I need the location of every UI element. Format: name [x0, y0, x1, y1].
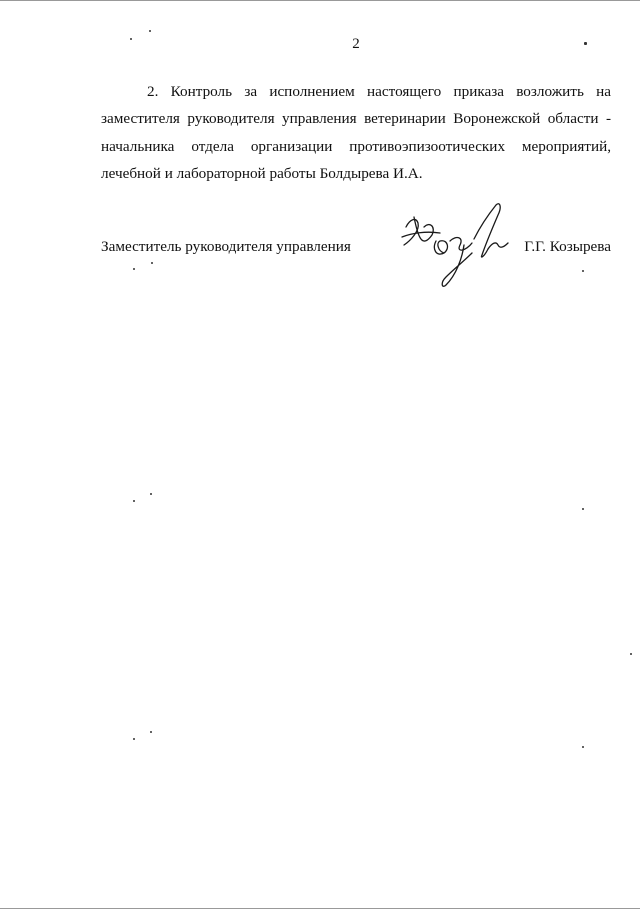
top-scan-edge [0, 0, 640, 1]
scan-speck [582, 270, 584, 272]
page-number: 2 [352, 36, 360, 52]
handwritten-signature [392, 197, 532, 292]
scan-speck [133, 738, 135, 740]
scan-speck [133, 268, 135, 270]
signature-block [101, 233, 611, 263]
scan-speck [584, 42, 587, 45]
scan-speck [133, 500, 135, 502]
scan-speck [149, 30, 151, 32]
signer-name: Г.Г. Козырева [524, 238, 611, 255]
scan-speck [150, 493, 152, 495]
signer-title: Заместитель руководителя управления [101, 238, 351, 255]
scan-speck [582, 746, 584, 748]
scan-speck [130, 38, 132, 40]
scan-speck [151, 262, 153, 264]
scan-speck [150, 731, 152, 733]
order-paragraph: 2. Контроль за исполнением настоящего приказа возложить на заместителя руководителя управления ветеринарии Воронежской области - начальника отдела организации противоэпизоотических мероприятий, лечебной и лабораторной работы Болдырева И.А. [101, 83, 611, 182]
scan-speck [630, 653, 632, 655]
scan-speck [582, 508, 584, 510]
